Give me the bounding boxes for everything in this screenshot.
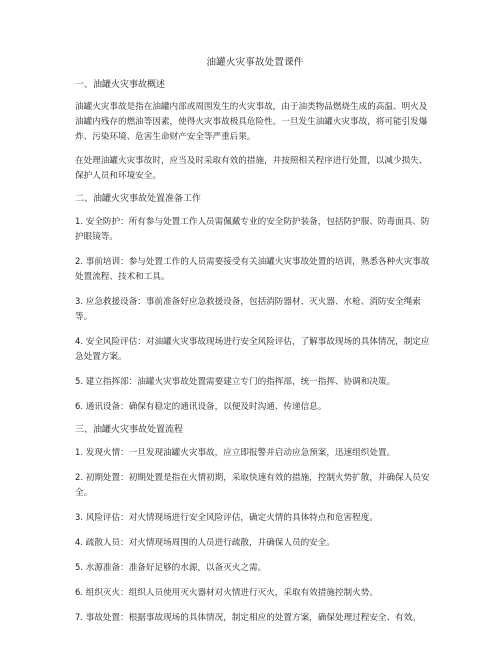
item-number: 6. [75,587,83,597]
item-number: 5. [75,562,83,572]
item-text: 事前培训：参与处置工作的人员需要接受有关油罐火灾事故处置的培训，熟悉各种火灾事故处置流程、技术和工具。 [75,257,430,282]
item-text: 水源准备：准备好足够的水源，以备灭火之需。 [85,563,267,573]
procedure-item [75,445,435,461]
item-number: 5. [75,376,83,386]
item-text: 通讯设备：确保有稳定的通讯设备，以便及时沟通、传递信息。 [85,402,327,412]
item-number: 1. [75,447,83,457]
procedure-item [75,585,435,601]
procedure-item [75,535,435,551]
item-number: 3. [75,296,83,306]
item-text: 初期处置：初期处置是指在火情初期，采取快速有效的措施，控制火势扩散，并确保人员安全。 [75,473,430,498]
item-text: 疏散人员：对火情现场周围的人员进行疏散，并确保人员的安全。 [85,538,335,548]
preparation-item [75,214,435,245]
overview-paragraph-2: 在处理油罐火灾事故时，应当及时采取有效的措施，并按照相关程序进行处置，以减少损失、保护人员和环境安全。 [75,156,428,181]
item-text: 应急救援设备：事前准备好应急救援设备，包括消防器材、灭火器、水枪、消防安全绳索等。 [75,297,421,322]
procedure-item [75,470,435,501]
preparation-item [75,254,435,285]
procedure-item [75,560,435,576]
item-text: 安全防护：所有参与处置工作人员需佩戴专业的安全防护装备，包括防护服、防毒面具、防护眼镜等。 [75,217,430,242]
item-text: 安全风险评估：对油罐火灾事故现场进行安全风险评估，了解事故现场的具体情况，制定应急处置方案。 [75,337,430,362]
preparation-item [75,294,435,325]
document-title: 油罐火灾事故处置课件 [206,57,304,68]
item-number: 2. [75,256,83,266]
procedure-item [75,610,435,626]
item-number: 3. [75,512,83,522]
preparation-item [75,374,435,390]
item-text: 事故处置：根据事故现场的具体情况，制定相应的处置方案，确保处理过程安全、有效。 [85,613,421,623]
item-text: 发现火情：一旦发现油罐火灾事故，应立即报警并启动应急预案，迅速组织处置。 [85,448,396,458]
item-number: 1. [75,216,83,226]
procedure-item [75,510,435,526]
item-text: 建立指挥部：油罐火灾事故处置需要建立专门的指挥部，统一指挥、协调和决策。 [85,377,396,387]
item-text: 组织灭火：组织人员使用灭火器材对火情进行灭火，采取有效措施控制火势。 [85,588,378,598]
item-number: 4. [75,537,83,547]
item-text: 风险评估：对火情现场进行安全风险评估，确定火情的具体特点和危害程度。 [85,513,378,523]
section-heading-preparation: 二、油罐火灾事故处置准备工作 [75,194,202,204]
section-heading-procedure: 三、油罐火灾事故处置流程 [75,425,184,435]
preparation-item [75,334,435,365]
item-number: 7. [75,612,83,622]
preparation-item [75,399,435,415]
item-number: 2. [75,472,83,482]
item-number: 4. [75,336,83,346]
document-page [75,56,435,635]
overview-paragraph-1: 油罐火灾事故是指在油罐内部或周围发生的火灾事故，由于油类物品燃烧生成的高温、明火及油罐内残存的燃油等因素，使得火灾事故极具危险性。一旦发生油罐火灾事故，将可能引发爆炸、污染环境、危害生命财产安全等严重后果。 [75,102,428,142]
section-heading-overview: 一、油罐火灾事故概述 [75,80,166,90]
item-number: 6. [75,401,83,411]
